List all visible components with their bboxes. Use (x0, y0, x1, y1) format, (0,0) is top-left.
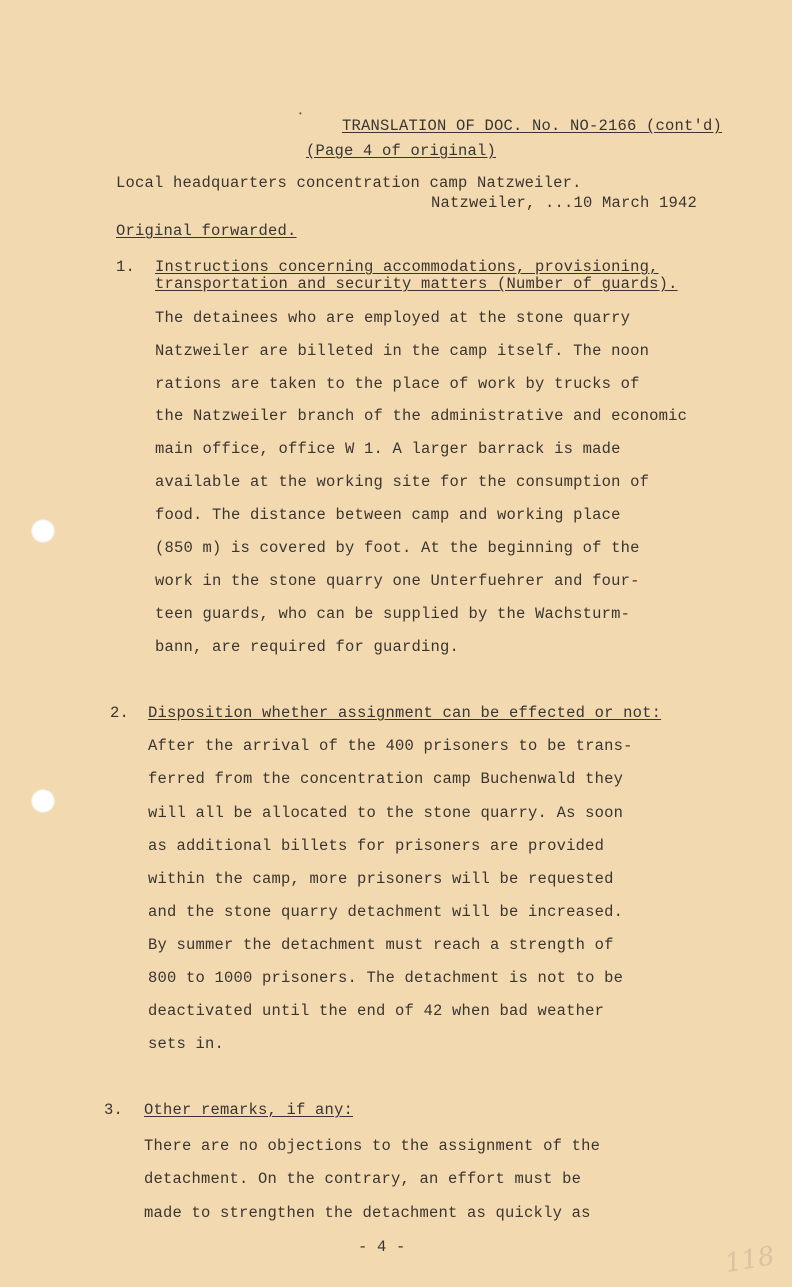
doc-title: TRANSLATION OF DOC. No. NO-2166 (cont'd) (342, 117, 723, 135)
body-line: bann, are required for guarding. (155, 638, 460, 656)
punch-hole (31, 519, 55, 543)
margin-mark: • (298, 110, 303, 119)
body-line: By summer the detachment must reach a strength of (148, 936, 614, 954)
body-line: available at the working site for the consumption of (155, 473, 650, 491)
body-line: work in the stone quarry one Unterfuehrer and four- (155, 572, 640, 590)
section-number: 3. (104, 1101, 124, 1119)
body-line: main office, office W 1. A larger barrack is made (155, 440, 621, 458)
body-line: the Natzweiler branch of the administrative and economic (155, 407, 688, 425)
body-line: food. The distance between camp and working place (155, 506, 621, 524)
original-forwarded: Original forwarded. (116, 222, 297, 240)
place-and-date: Natzweiler, ...10 March 1942 (431, 194, 698, 212)
body-line: 800 to 1000 prisoners. The detachment is not to be (148, 969, 624, 987)
body-line: will all be allocated to the stone quarry. As soon (148, 804, 624, 822)
section-heading: Disposition whether assignment can be effected or not: (148, 704, 662, 722)
body-line: deactivated until the end of 42 when bad weather (148, 1002, 605, 1020)
section-number: 2. (110, 704, 130, 722)
body-line: within the camp, more prisoners will be requested (148, 870, 614, 888)
body-line: teen guards, who can be supplied by the Wachsturm- (155, 605, 631, 623)
page-number: - 4 - (358, 1238, 406, 1256)
body-line: rations are taken to the place of work by trucks of (155, 375, 640, 393)
punch-hole (31, 789, 55, 813)
section-heading: Instructions concerning accommodations, provisioning, (155, 258, 659, 276)
page-reference: (Page 4 of original) (306, 142, 497, 160)
body-line: There are no objections to the assignment of the (144, 1137, 601, 1155)
body-line: and the stone quarry detachment will be increased. (148, 903, 624, 921)
pencil-annotation: 118 (722, 1240, 777, 1280)
body-line: made to strengthen the detachment as quickly as (144, 1204, 591, 1222)
letterhead-origin: Local headquarters concentration camp Natzweiler. (116, 174, 582, 192)
body-line: ferred from the concentration camp Buchenwald they (148, 770, 624, 788)
body-line: as additional billets for prisoners are provided (148, 837, 605, 855)
body-line: detachment. On the contrary, an effort must be (144, 1170, 582, 1188)
body-line: After the arrival of the 400 prisoners to be trans- (148, 737, 633, 755)
body-line: Natzweiler are billeted in the camp itself. The noon (155, 342, 650, 360)
body-line: The detainees who are employed at the stone quarry (155, 309, 631, 327)
section-number: 1. (116, 258, 136, 276)
body-line: sets in. (148, 1035, 225, 1053)
section-heading: Other remarks, if any: (144, 1101, 354, 1119)
section-heading: transportation and security matters (Number of guards). (155, 275, 678, 293)
body-line: (850 m) is covered by foot. At the beginning of the (155, 539, 640, 557)
